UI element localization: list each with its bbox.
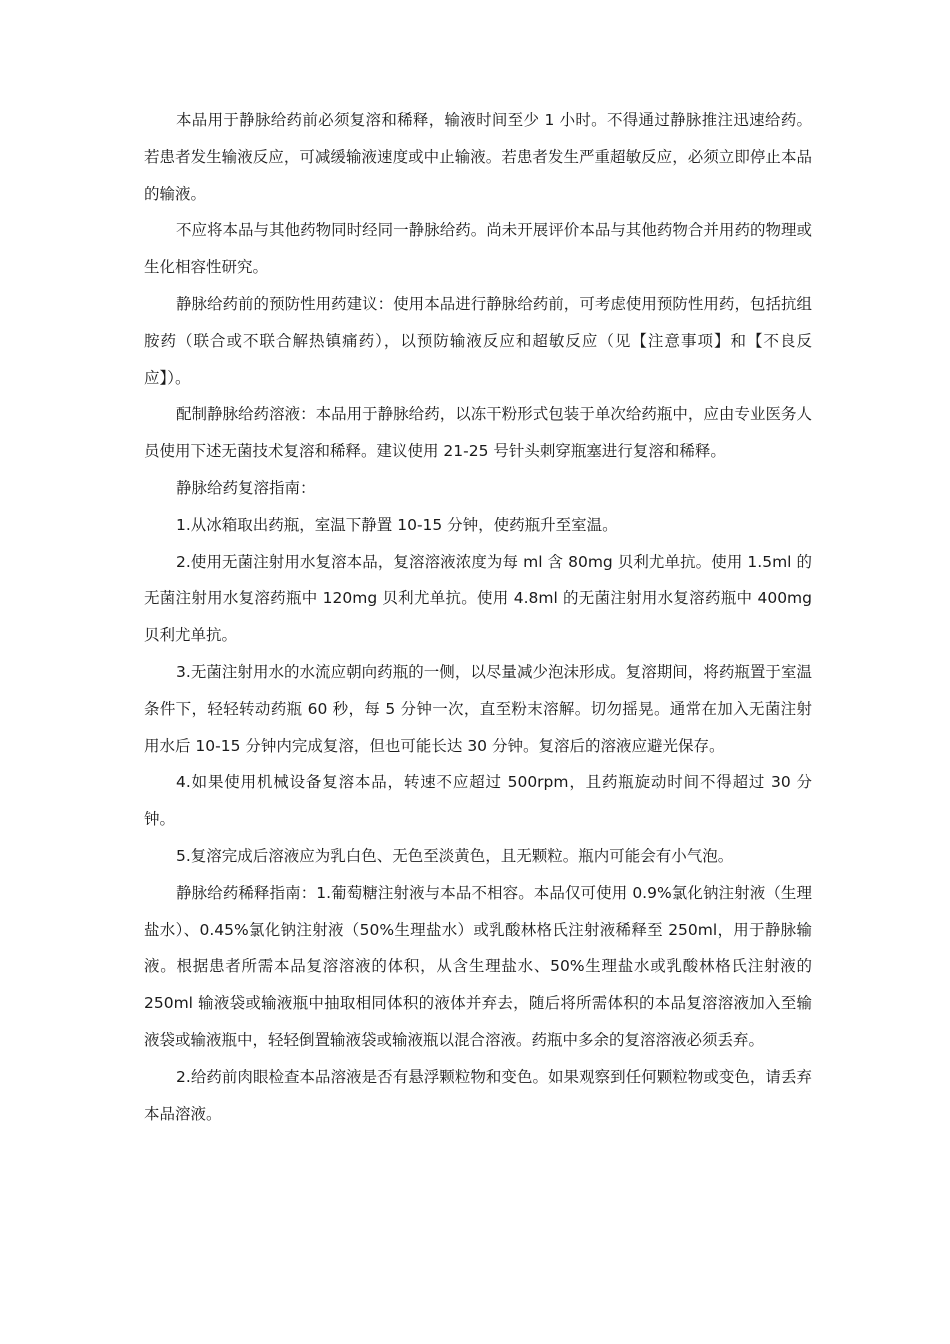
- paragraph-dilution-guide: 静脉给药稀释指南：1.葡萄糖注射液与本品不相容。本品仅可使用 0.9%氯化钠注射液（生理盐水）、0.45%氯化钠注射液（50%生理盐水）或乳酸林格氏注射液稀释至 250ml，用于静脉输液。根据患者所需本品复溶溶液的体积，从含生理盐水、50%生理盐水或乳酸林格氏注射液的 250ml 输液袋或输液瓶中抽取相同体积的液体并弃去，随后将所需体积的本品复溶溶液加入至输液袋或输液瓶中，轻轻倒置输液袋或输液瓶以混合溶液。药瓶中多余的复溶溶液必须丢弃。: [144, 883, 812, 1049]
- paragraph-infusion-requirements: 本品用于静脉给药前必须复溶和稀释，输液时间至少 1 小时。不得通过静脉推注迅速给药。若患者发生输液反应，可减缓输液速度或中止输液。若患者发生严重超敏反应，必须立即停止本品的输液。: [144, 111, 812, 203]
- paragraph-visual-inspection: 2.给药前肉眼检查本品溶液是否有悬浮颗粒物和变色。如果观察到任何颗粒物或变色，请丢弃本品溶液。: [144, 1067, 812, 1123]
- paragraph-drug-compatibility: 不应将本品与其他药物同时经同一静脉给药。尚未开展评价本品与其他药物合并用药的物理或生化相容性研究。: [144, 221, 812, 277]
- paragraph-step-5: 5.复溶完成后溶液应为乳白色、无色至淡黄色，且无颗粒。瓶内可能会有小气泡。: [176, 846, 734, 865]
- paragraph-reconstitution-heading: 静脉给药复溶指南：: [176, 478, 316, 497]
- paragraph-premedication: 静脉给药前的预防性用药建议：使用本品进行静脉给药前，可考虑使用预防性用药，包括抗组胺药（联合或不联合解热镇痛药），以预防输液反应和超敏反应（见【注意事项】和【不良反应】）。: [144, 294, 812, 387]
- paragraph-step-4: 4.如果使用机械设备复溶本品，转速不应超过 500rpm，且药瓶旋动时间不得超过 30 分钟。: [144, 773, 812, 829]
- document-body: [144, 102, 812, 1132]
- paragraph-step-1: 1.从冰箱取出药瓶，室温下静置 10-15 分钟，使药瓶升至室温。: [176, 515, 618, 534]
- paragraph-step-3: 3.无菌注射用水的水流应朝向药瓶的一侧，以尽量减少泡沫形成。复溶期间，将药瓶置于室温条件下，轻轻转动药瓶 60 秒，每 5 分钟一次，直至粉末溶解。切勿摇晃。通常在加入无菌注射用水后 10-15 分钟内完成复溶，但也可能长达 30 分钟。复溶后的溶液应避光保存。: [144, 662, 812, 755]
- paragraph-step-2: 2.使用无菌注射用水复溶本品，复溶溶液浓度为每 ml 含 80mg 贝利尤单抗。使用 1.5ml 的无菌注射用水复溶药瓶中 120mg 贝利尤单抗。使用 4.8ml 的无菌注射用水复溶药瓶中 400mg 贝利尤单抗。: [144, 552, 812, 645]
- paragraph-preparation: 配制静脉给药溶液：本品用于静脉给药，以冻干粉形式包装于单次给药瓶中，应由专业医务人员使用下述无菌技术复溶和稀释。建议使用 21-25 号针头刺穿瓶塞进行复溶和稀释。: [144, 405, 812, 461]
